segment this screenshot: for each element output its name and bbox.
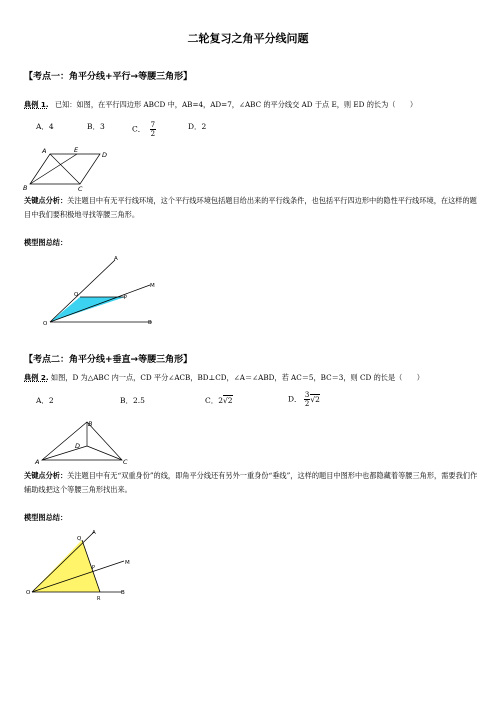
fig1-label-d: D [102,151,108,159]
ex2-option-a: A．2 [36,396,54,405]
example1-label: 典例 1. [24,100,49,109]
model1-label: 模型图总结： [24,238,68,247]
model1-label-o: O [43,321,48,327]
model2-label-r: R [97,596,101,602]
model1-label-a: A [114,256,118,262]
model2-figure [24,526,144,606]
fig2-label-b: B [88,420,93,428]
model2-label-q: Q [77,536,82,542]
parallelogram-figure [20,144,120,194]
ex2-option-d: D． $\frac{3}{2}$ √2 [288,391,320,408]
example2-label: 典例 2. [24,373,49,382]
section1-heading: 【考点一：角平分线+平行→等腰三角形】 [24,72,193,82]
fraction-3-2: $\frac{3}{2}$ [304,391,310,408]
section2-heading: 【考点二：角平分线+垂直→等腰三角形】 [24,355,193,365]
analysis2-text: 关注题目中有无“双重身份”的线，即角平分线还有另外一重身份“垂线”，这样的题目中图形中也都隐藏着等腰三角形，需要我们作辅助线把这个等腰三角形找出来。 [24,471,478,494]
ex1-option-a: A．4 [36,122,54,131]
ex1-option-c: C． $\frac{7}{2}$ [132,121,156,138]
model2-label-a: A [92,530,96,536]
model1-label-m: M [150,283,155,289]
triangle-figure [32,416,132,466]
example2-text: 如图，D 为△ABC 内一点，CD 平分∠ACB，BD⊥CD，∠A＝∠ABD，若 AC＝5，BC＝3，则 CD 的长是（ ） [50,373,424,382]
fig1-label-b: B [23,184,28,192]
fraction-7-2: $\frac{7}{2}$ [150,121,156,138]
ex2-option-c: C．2√2 [205,396,233,405]
sqrt-icon-d: √2 [310,394,320,404]
model1-figure [40,252,170,332]
model2-label: 模型图总结： [24,513,68,522]
analysis2-label: 关键点分析： [24,471,68,480]
model2-label-m: M [125,560,130,566]
sqrt-icon: √2 [223,396,233,405]
model2-label-b: B [121,590,125,596]
example1-text: 已知：如图，在平行四边形 ABCD 中，AB=4，AD=7，∠ABC 的平分线交 AD 于点 E，则 ED 的长为（ ） [54,100,418,109]
fig2-label-c: C [123,458,128,466]
analysis1-label: 关键点分析： [24,196,68,205]
analysis1 [24,194,479,222]
fig1-label-a: A [42,147,47,155]
example2 [24,371,479,385]
example1 [24,98,479,112]
model2-label-p: P [92,565,96,571]
ex1-option-b: B．3 [87,122,105,131]
model1-label-q: Q [74,292,79,298]
ex1-option-d: D．2 [188,122,207,131]
analysis1-text: 关注题目中有无平行线环境，这个平行线环境包括题目给出来的平行线条件，也包括平行四边形中的隐性平行线环境，在这样的题目中我们要积极地寻找等腰三角形。 [24,196,477,219]
fig1-label-c: C [78,185,83,193]
ex2-option-b: B．2.5 [120,396,145,405]
model2-label-o: O [26,590,31,596]
page-title: 二轮复习之角平分线问题 [187,32,309,45]
model1-label-p: P [124,295,128,301]
model1-label-b: B [148,320,152,326]
analysis2 [24,469,479,497]
fig2-label-a: A [35,458,40,466]
fig1-label-e: E [74,146,79,154]
fig2-label-d: D [75,442,81,450]
